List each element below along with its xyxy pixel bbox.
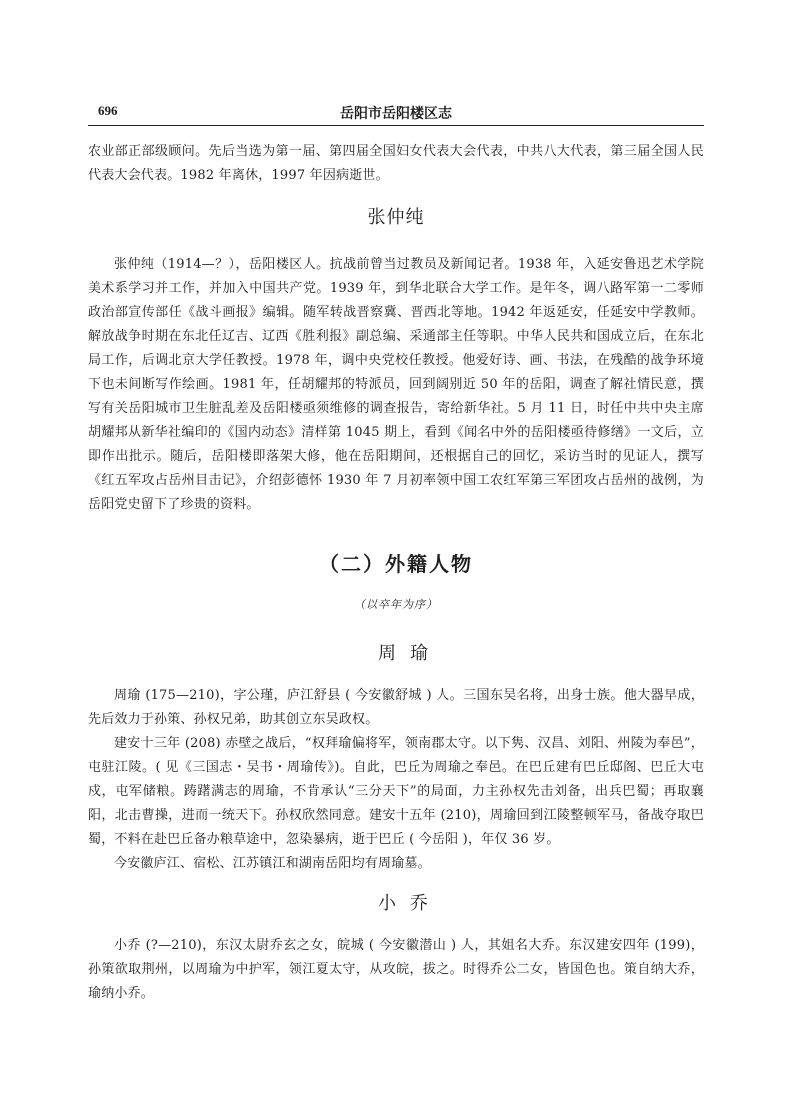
header-divider [88,125,704,126]
intro-paragraph: 农业部正部级顾问。先后当选为第一届、第四届全国妇女代表大会代表，中共八大代表，第三届全国人民代表大会代表。1982 年离休，1997 年因病逝世。 [88,144,704,183]
zhou-yu-paragraph-1: 周瑜 (175—210)，字公瑾，庐江舒县 ( 今安徽舒城 ) 人。三国东吴名将，出身士族。他大器早成，先后效力于孙策、孙权兄弟，助其创立东吴政权。 [88,688,704,727]
zhou-yu-heading: 周瑜 [378,643,442,664]
zhou-yu-paragraph-3: 今安徽庐江、宿松、江苏镇江和湖南岳阳均有周瑜墓。 [114,856,431,871]
zhang-zhongchun-heading: 张仲纯 [367,207,425,228]
xiao-qiao-paragraph: 小乔 (?—210)，东汉太尉乔玄之女，皖城 ( 今安徽潜山 ) 人，其姐名大乔。东汉建安四年 (199)，孙策欲取荆州，以周瑜为中护军，领江夏太守，从攻皖，拔之。时得乔公二女，皆国色也。策自纳大乔，瑜纳小乔。 [88,938,704,1001]
zhang-zhongchun-biography: 张仲纯（1914—？），岳阳楼区人。抗战前曾当过教员及新闻记者。1938 年，入延安鲁迅艺术学院美术系学习并工作，并加入中国共产党。1939 年，到华北联合大学工作。是年冬，调八路军第一二零师政治部宣传部任《战斗画报》编辑。随军转战晋察冀、晋西北等地。1942 年返延安，任延安中学教师。解放战争时期在东北任辽吉、辽西《胜利报》副总编、采通部主任等职。中华人民共和国成立后，在东北局工作，后调北京大学任教授。1978 年，调中央党校任教授。他爱好诗、画、书法，在残酷的战争环境下也未间断写作绘画。1981 年，任胡耀邦的特派员，回到阔别近 50 年的岳阳，调查了解社情民意，撰写有关岳阳城市卫生脏乱差及岳阳楼亟须维修的调查报告，寄给新华社。5 月 11 日，时任中共中央主席胡耀邦从新华社编印的《国内动态》清样第 1045 期上，看到《闻名中外的岳阳楼亟待修缮》一文后，立即作出批示。随后，岳阳楼即落架大修，他在岳阳期间，还根据自己的回忆，采访当时的见证人，撰写《红五军攻占岳州目击记》，介绍彭德怀 1930 年 7 月初率领中国工农红军第三军团攻占岳州的战例，为岳阳党史留下了珍贵的资料。 [88,257,704,512]
xiao-qiao-heading: 小乔 [378,893,442,914]
page-header [88,103,704,125]
running-title: 岳阳市岳阳楼区志 [340,106,452,122]
zhou-yu-paragraph-2: 建安十三年 (208) 赤壁之战后，“权拜瑜偏将军，领南郡太守。以下隽、汉昌、刘阳、州陵为奉邑”，屯驻江陵。( 见《三国志・吴书・周瑜传》)。自此，巴丘为周瑜之奉邑。在巴丘建有巴丘邸阁、巴丘大屯戍，屯军储粮。踌躇满志的周瑜，不肯承认“三分天下”的局面，力主孙权先击刘备，出兵巴蜀；再取襄阳，北击曹操，进而一统天下。孙权欣然同意。建安十五年 (210)，周瑜回到江陵整顿军马，备战夺取巴蜀，不料在赴巴丘备办粮草途中，忽染暴病，逝于巴丘 ( 今岳阳 )，年仅 36 岁。 [88,736,704,847]
section-heading: （二）外籍人物 [319,552,473,576]
section-note: （以卒年为序） [354,598,438,611]
page-number: 696 [98,103,118,118]
